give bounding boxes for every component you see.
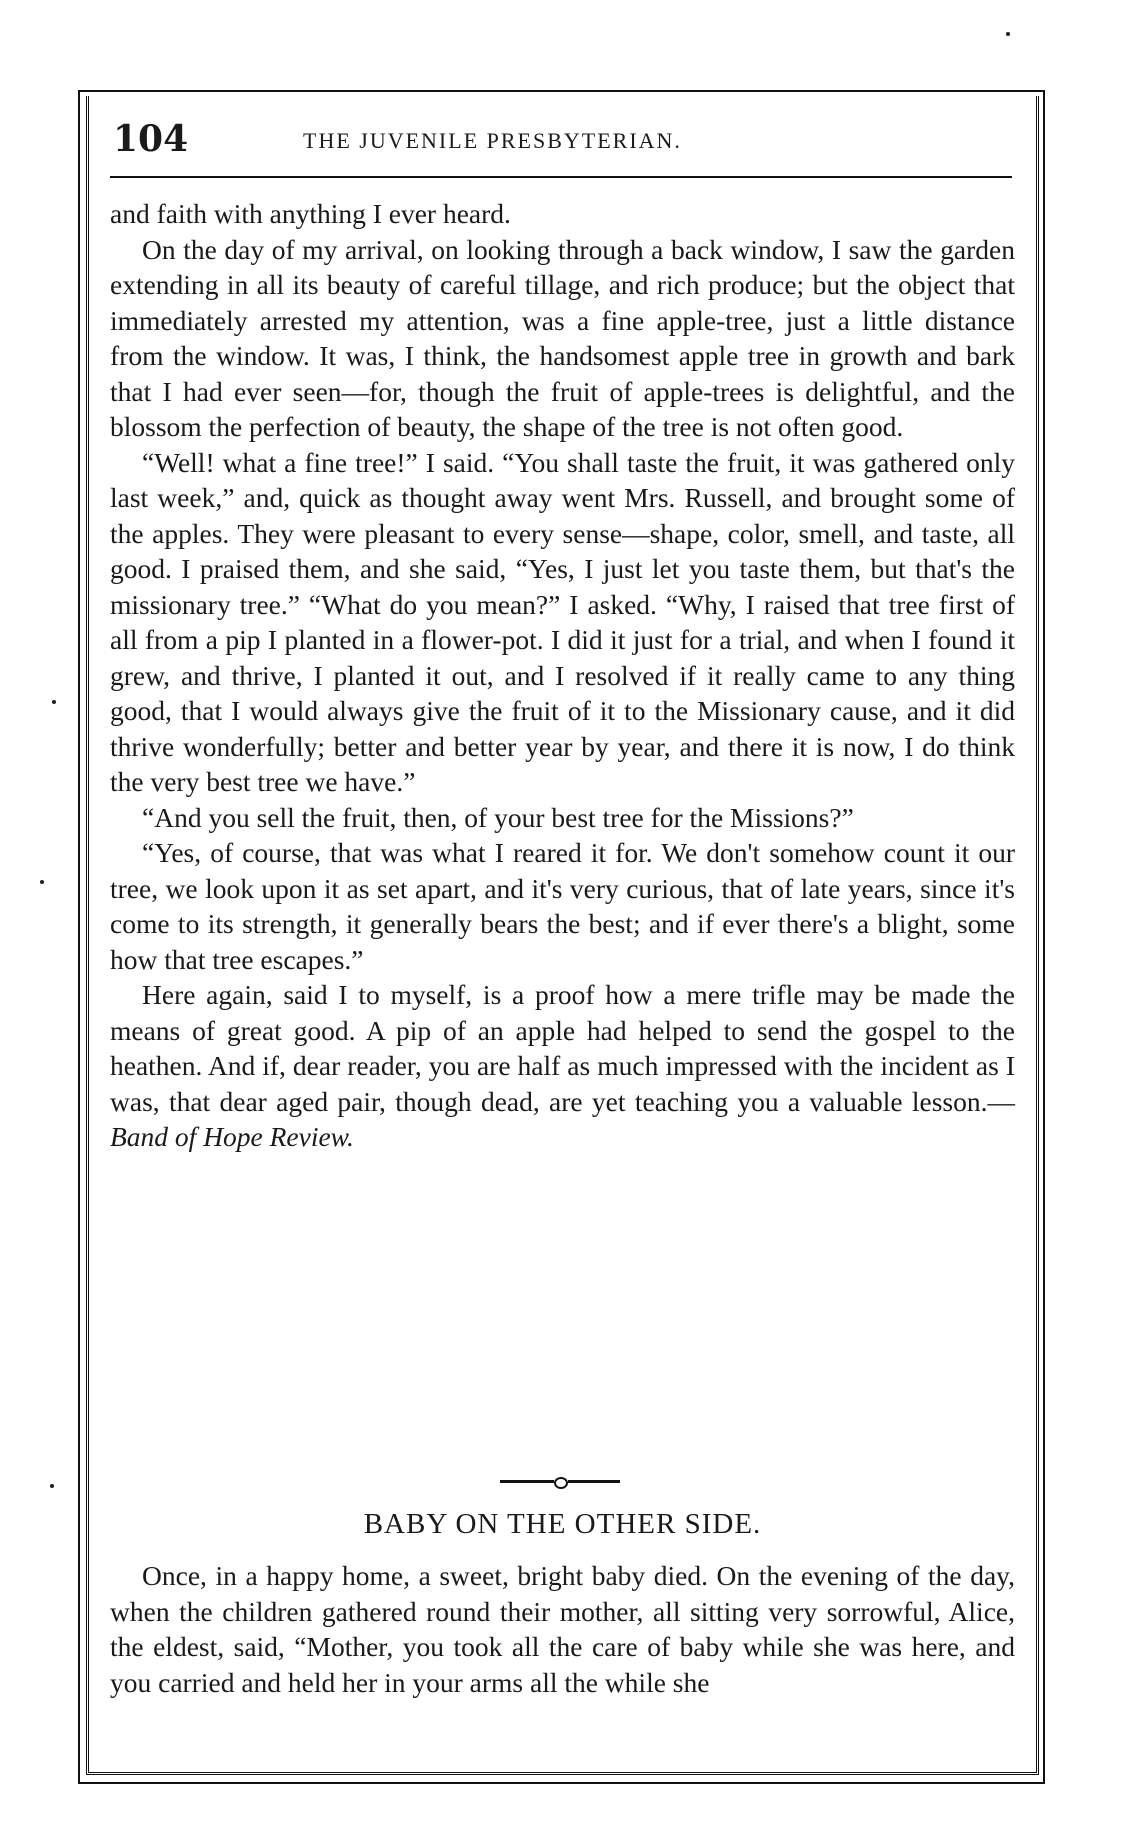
article-closing-text: Here again, said I to myself, is a proof how a mere trifle may be made the means of great good. A pip of an apple had helped to send the gospel to the heathen. And if, dear reader, you are half as much impressed with the incident as I was, that dear aged pair, though dead, are yet teaching you a valuable lesson.— xyxy=(110,979,1015,1117)
section-divider-ornament xyxy=(500,1476,620,1486)
page-number: 104 xyxy=(113,118,189,160)
section-paragraph: Once, in a happy home, a sweet, bright baby died. On the evening of the day, when the children gathered round their mother, all sitting very sorrowful, Alice, the eldest, said, “Mother, you took all the care of baby while she was here, and you carried and held her in your arms all the while she xyxy=(110,1560,1015,1698)
article-paragraph: On the day of my arrival, on looking through a back window, I saw the garden extending in all its beauty of careful tillage, and rich produce; but the object that immediately arrested my attention, was a fine apple-tree, just a little distance from the window. It was, I think, the handsomest apple tree in growth and bark that I had ever seen—for, though the fruit of apple-trees is delightful, and the blossom the perfection of beauty, the shape of the tree is not often good. xyxy=(110,233,1015,442)
article-paragraph-last xyxy=(110,977,1015,1155)
header-rule xyxy=(110,176,1012,178)
print-speck xyxy=(40,880,44,884)
section-title: BABY ON THE OTHER SIDE. xyxy=(363,1508,762,1540)
divider-center-dot xyxy=(554,1477,568,1489)
print-speck xyxy=(1006,32,1010,36)
article-source: Band of Hope Review. xyxy=(110,1121,354,1152)
print-speck xyxy=(52,700,56,704)
article-paragraph: “Well! what a fine tree!” I said. “You shall taste the fruit, it was gathered only last week,” and, quick as thought away went Mrs. Russell, and brought some of the apples. They were pleasant to every sense—shape, color, smell, and taste, all good. I praised them, and she said, “Yes, I just let you taste them, but that's the missionary tree.” “What do you mean?” I asked. “Why, I raised that tree first of all from a pip I planted in a flower-pot. I did it just for a trial, and when I found it grew, and thrive, I planted it out, and I resolved if it really came to any thing good, that I would always give the fruit of it to the Missionary cause, and it did thrive wonderfully; better and better year by year, and there it is now, I do think the very best tree we have.” xyxy=(110,446,1015,797)
print-speck xyxy=(50,1484,54,1488)
article-paragraph: “Yes, of course, that was what I reared it for. We don't somehow count it our tree, we look upon it as set apart, and it's very curious, that of late years, since it's come to its strength, it generally bears the best; and if ever there's a blight, some how that tree escapes.” xyxy=(110,837,1015,975)
article-paragraph: “And you sell the fruit, then, of your best tree for the Missions?” xyxy=(142,801,854,833)
section-body xyxy=(110,1558,1015,1700)
article-paragraph: and faith with anything I ever heard. xyxy=(110,198,511,229)
running-header xyxy=(113,118,1011,174)
running-title: THE JUVENILE PRESBYTERIAN. xyxy=(303,128,682,153)
divider-left-bar xyxy=(500,1480,554,1483)
divider-right-bar xyxy=(568,1480,620,1483)
article-body xyxy=(110,196,1015,1155)
